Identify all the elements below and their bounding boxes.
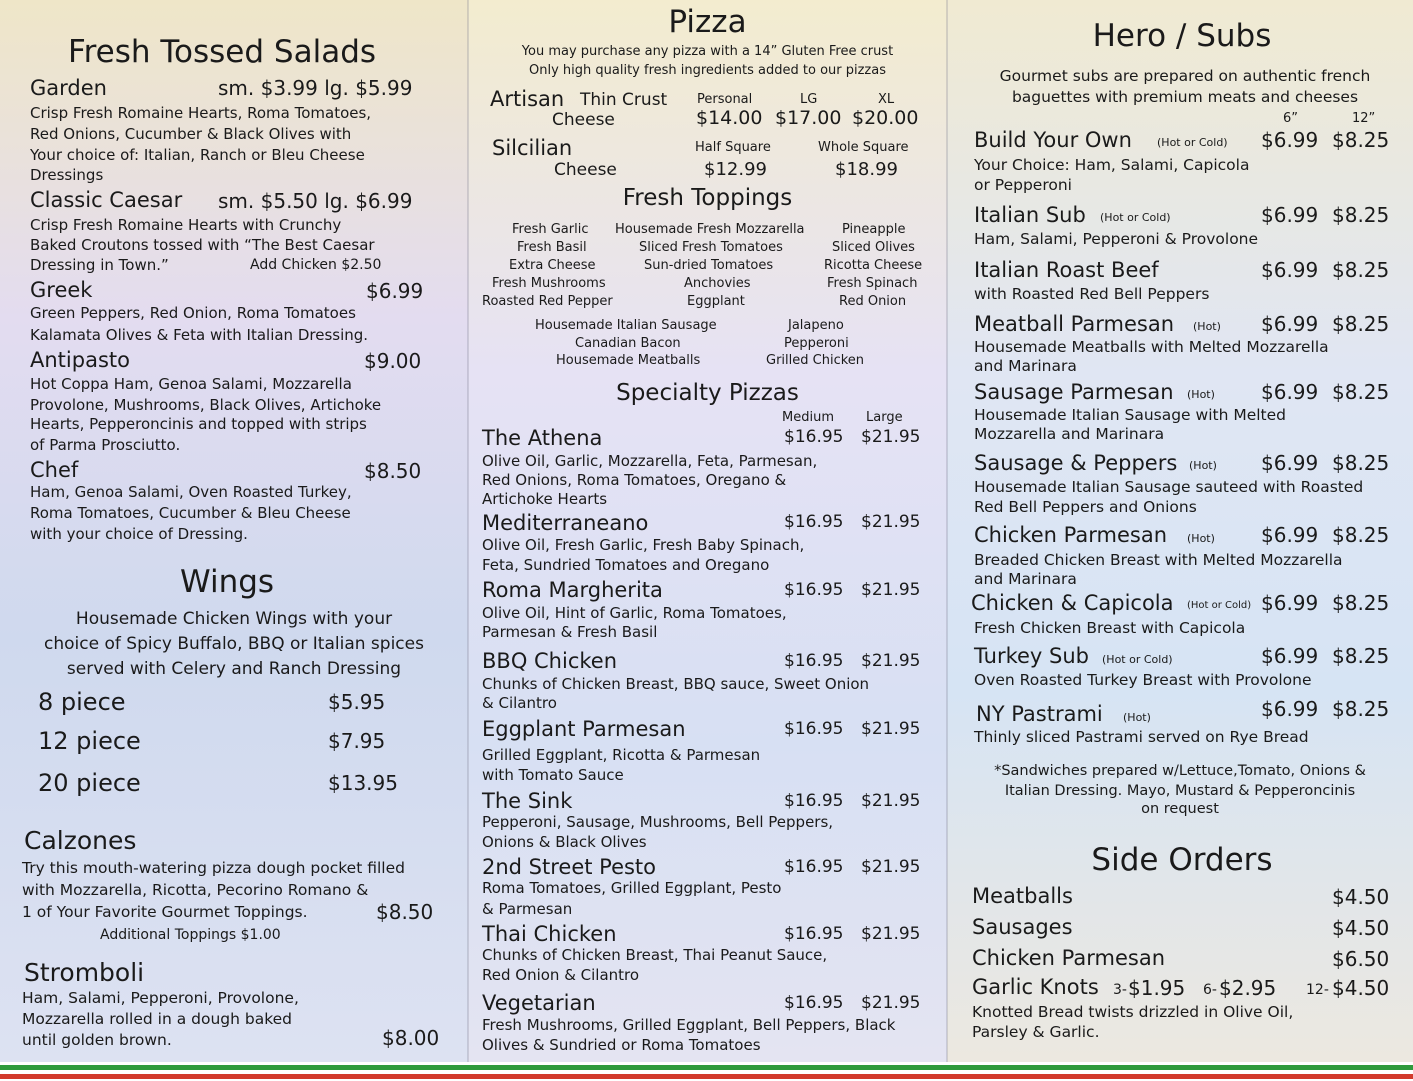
garden-name: Garden xyxy=(30,76,107,100)
side-name: Sausages xyxy=(972,915,1073,939)
artisan-price-personal: $14.00 xyxy=(696,107,763,129)
wing-price: $13.95 xyxy=(328,771,398,795)
garden-desc-3: Your choice of: Italian, Ranch or Bleu Cheese xyxy=(30,146,365,164)
sub-price-12: $8.25 xyxy=(1332,644,1390,668)
topping: Housemade Meatballs xyxy=(556,353,701,368)
sub-price-12: $8.25 xyxy=(1332,380,1390,404)
topping: Fresh Garlic xyxy=(512,222,589,237)
sub-price-6: $6.99 xyxy=(1261,644,1319,668)
wing-size: 12 piece xyxy=(38,727,141,755)
specialty-price-large: $21.95 xyxy=(861,580,921,600)
salads-wings-panel xyxy=(0,0,468,1062)
sub-desc: Thinly sliced Pastrami served on Rye Bread xyxy=(974,728,1309,746)
specialty-price-medium: $16.95 xyxy=(784,719,844,739)
sub-name: Sausage Parmesan xyxy=(974,380,1174,404)
fold-line-right xyxy=(946,0,948,1062)
antipasto-name: Antipasto xyxy=(30,348,130,372)
topping: Ricotta Cheese xyxy=(824,258,923,273)
size-6-inch: 6” xyxy=(1283,111,1299,126)
subs-desc-1: Gourmet subs are prepared on authentic french xyxy=(999,67,1371,85)
sub-desc: Housemade Italian Sausage sauteed with Roasted xyxy=(974,478,1364,496)
calzones-desc-2: with Mozzarella, Ricotta, Pecorino Romano & xyxy=(22,881,369,899)
size-lg: LG xyxy=(800,92,818,107)
sub-desc: Housemade Meatballs with Melted Mozzarella xyxy=(974,338,1329,356)
calzones-addon: Additional Toppings $1.00 xyxy=(100,927,281,943)
calzones-desc-3: 1 of Your Favorite Gourmet Toppings. xyxy=(22,903,308,921)
caesar-name: Classic Caesar xyxy=(30,188,183,212)
topping: Fresh Basil xyxy=(517,240,587,255)
chef-desc-3: with your choice of Dressing. xyxy=(30,525,248,543)
specialty-name: BBQ Chicken xyxy=(482,649,618,673)
specialty-desc: Red Onions, Roma Tomatoes, Oregano & xyxy=(482,471,787,489)
specialty-price-large: $21.95 xyxy=(861,427,921,447)
sicilian-price-whole: $18.99 xyxy=(835,159,898,180)
topping: Pineapple xyxy=(842,222,906,237)
specialty-price-medium: $16.95 xyxy=(784,512,844,532)
topping: Eggplant xyxy=(687,294,745,309)
topping: Housemade Fresh Mozzarella xyxy=(615,222,805,237)
topping: Sliced Fresh Tomatoes xyxy=(639,240,783,255)
specialty-desc: Olive Oil, Hint of Garlic, Roma Tomatoes, xyxy=(482,604,787,622)
sicilian-cheese: Cheese xyxy=(554,160,617,180)
italian-flag-stripes xyxy=(0,1062,1413,1081)
sub-tag: (Hot) xyxy=(1193,320,1221,333)
pizza-title: Pizza xyxy=(668,4,747,40)
antipasto-desc-2: Provolone, Mushrooms, Black Olives, Artichoke xyxy=(30,396,382,414)
sub-tag: (Hot) xyxy=(1187,532,1215,545)
pizza-note-1: You may purchase any pizza with a 14” Gluten Free crust xyxy=(521,44,894,59)
topping: Fresh Spinach xyxy=(827,276,918,291)
topping: Pepperoni xyxy=(784,336,849,351)
sub-desc: Housemade Italian Sausage with Melted xyxy=(974,406,1286,424)
artisan-cheese: Cheese xyxy=(552,110,615,130)
sub-tag: (Hot) xyxy=(1123,711,1151,724)
garden-desc-4: Dressings xyxy=(30,166,104,184)
specialty-name: Mediterraneano xyxy=(482,511,649,535)
specialty-price-large: $21.95 xyxy=(861,719,921,739)
specialty-desc: Fresh Mushrooms, Grilled Eggplant, Bell Peppers, Black xyxy=(482,1016,896,1034)
sub-name: Chicken Parmesan xyxy=(974,523,1168,547)
specialty-desc: Red Onion & Cilantro xyxy=(482,966,640,984)
sub-name: Turkey Sub xyxy=(974,644,1089,668)
antipasto-desc-1: Hot Coppa Ham, Genoa Salami, Mozzarella xyxy=(30,375,352,393)
wings-desc-3: served with Celery and Ranch Dressing xyxy=(66,659,402,679)
specialty-name: Vegetarian xyxy=(482,991,596,1015)
topping: Sun-dried Tomatoes xyxy=(644,258,774,273)
topping: Sliced Olives xyxy=(832,240,915,255)
sub-price-12: $8.25 xyxy=(1332,451,1390,475)
wing-size: 20 piece xyxy=(38,769,141,797)
calzones-desc-1: Try this mouth-watering pizza dough pocket filled xyxy=(22,859,405,877)
size-large: Large xyxy=(866,410,903,425)
specialty-price-large: $21.95 xyxy=(861,512,921,532)
greek-desc-1: Green Peppers, Red Onion, Roma Tomatoes xyxy=(30,304,356,322)
knots-desc-1: Knotted Bread twists drizzled in Olive Oil, xyxy=(972,1003,1294,1021)
pizza-note-2: Only high quality fresh ingredients added to our pizzas xyxy=(529,63,886,78)
specialty-desc: Onions & Black Olives xyxy=(482,833,647,851)
sub-name: NY Pastrami xyxy=(976,702,1103,726)
side-price: $4.50 xyxy=(1332,885,1390,909)
antipasto-desc-4: of Parma Prosciutto. xyxy=(30,436,181,454)
specialty-price-large: $21.95 xyxy=(861,993,921,1013)
side-price: $6.50 xyxy=(1332,947,1390,971)
sub-desc: and Marinara xyxy=(974,570,1077,588)
specialty-price-medium: $16.95 xyxy=(784,427,844,447)
subs-title: Hero / Subs xyxy=(1092,18,1272,54)
sub-tag: (Hot or Cold) xyxy=(1100,211,1171,224)
garlic-knots-name: Garlic Knots xyxy=(972,975,1099,999)
knots-price-6: $2.95 xyxy=(1219,976,1277,1000)
sub-price-6: $6.99 xyxy=(1261,451,1319,475)
specialty-name: 2nd Street Pesto xyxy=(482,855,657,879)
specialty-desc: with Tomato Sauce xyxy=(482,766,624,784)
specialty-price-medium: $16.95 xyxy=(784,791,844,811)
specialty-name: Eggplant Parmesan xyxy=(482,717,686,741)
sub-price-12: $8.25 xyxy=(1332,203,1390,227)
subs-note-3: on request xyxy=(1141,801,1219,817)
topping: Roasted Red Pepper xyxy=(482,294,613,309)
specialty-desc: Feta, Sundried Tomatoes and Oregano xyxy=(482,556,770,574)
specialty-name: The Athena xyxy=(482,426,603,450)
specialty-price-medium: $16.95 xyxy=(784,993,844,1013)
specialty-desc: Artichoke Hearts xyxy=(482,490,608,508)
sub-desc: Red Bell Peppers and Onions xyxy=(974,498,1197,516)
sub-name: Build Your Own xyxy=(974,128,1132,152)
specialty-desc: & Parmesan xyxy=(482,900,573,918)
knots-qty-12: 12- xyxy=(1306,982,1329,998)
topping: Red Onion xyxy=(839,294,907,309)
caesar-addon: Add Chicken $2.50 xyxy=(250,257,382,273)
subs-note-2: Italian Dressing. Mayo, Mustard & Pepperoncinis xyxy=(1004,783,1356,799)
specialty-desc: Olive Oil, Fresh Garlic, Fresh Baby Spinach, xyxy=(482,536,805,554)
sub-desc: Oven Roasted Turkey Breast with Provolone xyxy=(974,671,1312,689)
sub-price-6: $6.99 xyxy=(1261,203,1319,227)
sub-price-6: $6.99 xyxy=(1261,128,1319,152)
fold-line-left xyxy=(467,0,469,1062)
artisan-name: Artisan xyxy=(490,87,565,111)
garden-desc-2: Red Onions, Cucumber & Black Olives with xyxy=(30,125,352,143)
size-xl: XL xyxy=(878,92,895,107)
topping: Housemade Italian Sausage xyxy=(535,318,717,333)
sicilian-name: Silcilian xyxy=(492,136,573,160)
sub-price-12: $8.25 xyxy=(1332,128,1390,152)
stromboli-title: Stromboli xyxy=(24,958,145,987)
topping: Canadian Bacon xyxy=(575,336,681,351)
stromboli-desc-2: Mozzarella rolled in a dough baked xyxy=(22,1010,293,1028)
topping: Anchovies xyxy=(684,276,751,291)
topping: Extra Cheese xyxy=(509,258,596,273)
sub-desc: or Pepperoni xyxy=(974,176,1072,194)
specialty-name: The Sink xyxy=(482,789,573,813)
sub-name: Sausage & Peppers xyxy=(974,451,1178,475)
antipasto-desc-3: Hearts, Pepperoncinis and topped with strips xyxy=(30,415,367,433)
calzones-title: Calzones xyxy=(24,826,137,855)
size-medium: Medium xyxy=(782,410,834,425)
sub-desc: Your Choice: Ham, Salami, Capicola xyxy=(974,156,1250,174)
topping: Jalapeno xyxy=(788,318,844,333)
topping: Grilled Chicken xyxy=(766,353,865,368)
specialty-desc: Grilled Eggplant, Ricotta & Parmesan xyxy=(482,746,761,764)
sub-price-12: $8.25 xyxy=(1332,258,1390,282)
sub-tag: (Hot or Cold) xyxy=(1187,600,1252,611)
sub-price-6: $6.99 xyxy=(1261,523,1319,547)
garden-desc-1: Crisp Fresh Romaine Hearts, Roma Tomatoes, xyxy=(30,104,372,122)
specialty-price-medium: $16.95 xyxy=(784,580,844,600)
sub-desc: Fresh Chicken Breast with Capicola xyxy=(974,619,1246,637)
artisan-price-xl: $20.00 xyxy=(852,107,919,129)
sub-price-6: $6.99 xyxy=(1261,312,1319,336)
specialty-price-large: $21.95 xyxy=(861,924,921,944)
side-price: $4.50 xyxy=(1332,916,1390,940)
pizza-panel xyxy=(468,0,947,1062)
subs-sides-panel xyxy=(947,0,1413,1062)
wing-price: $7.95 xyxy=(328,729,386,753)
size-personal: Personal xyxy=(697,92,753,107)
greek-name: Greek xyxy=(30,278,93,302)
knots-price-12: $4.50 xyxy=(1332,976,1390,1000)
topping: Fresh Mushrooms xyxy=(492,276,606,291)
sub-name: Italian Sub xyxy=(974,203,1086,227)
specialty-desc: Roma Tomatoes, Grilled Eggplant, Pesto xyxy=(482,879,782,897)
sub-tag: (Hot) xyxy=(1189,459,1217,472)
specialty-price-large: $21.95 xyxy=(861,651,921,671)
wings-desc-1: Housemade Chicken Wings with your xyxy=(75,609,393,629)
specialty-desc: Pepperoni, Sausage, Mushrooms, Bell Peppers, xyxy=(482,813,834,831)
stromboli-desc-1: Ham, Salami, Pepperoni, Provolone, xyxy=(22,989,299,1007)
specialty-title: Specialty Pizzas xyxy=(616,380,799,406)
specialty-desc: Chunks of Chicken Breast, Thai Peanut Sauce, xyxy=(482,946,828,964)
sub-desc: with Roasted Red Bell Peppers xyxy=(974,285,1210,303)
specialty-desc: Olives & Sundried or Roma Tomatoes xyxy=(482,1036,761,1054)
sub-price-12: $8.25 xyxy=(1332,697,1390,721)
stromboli-price: $8.00 xyxy=(382,1026,440,1050)
knots-qty-6: 6- xyxy=(1203,982,1217,998)
sub-price-12: $8.25 xyxy=(1332,591,1390,615)
size-12-inch: 12” xyxy=(1352,111,1376,126)
greek-desc-2: Kalamata Olives & Feta with Italian Dressing. xyxy=(30,326,369,344)
sub-price-6: $6.99 xyxy=(1261,380,1319,404)
specialty-desc: Olive Oil, Garlic, Mozzarella, Feta, Parmesan, xyxy=(482,452,818,470)
wing-size: 8 piece xyxy=(38,688,126,716)
knots-desc-2: Parsley & Garlic. xyxy=(972,1023,1100,1041)
sub-tag: (Hot or Cold) xyxy=(1102,653,1173,666)
caesar-desc-2: Baked Croutons tossed with “The Best Caesar xyxy=(30,236,375,254)
sides-title: Side Orders xyxy=(1091,842,1273,878)
wings-title: Wings xyxy=(180,564,275,600)
wings-desc-2: choice of Spicy Buffalo, BBQ or Italian spices xyxy=(44,634,424,654)
salads-title: Fresh Tossed Salads xyxy=(68,34,377,70)
side-name: Chicken Parmesan xyxy=(972,946,1166,970)
garden-price: sm. $3.99 lg. $5.99 xyxy=(218,76,413,100)
caesar-desc-3: Dressing in Town.” xyxy=(30,256,169,274)
specialty-price-medium: $16.95 xyxy=(784,924,844,944)
caesar-price: sm. $5.50 lg. $6.99 xyxy=(218,189,413,213)
subs-desc-2: baguettes with premium meats and cheeses xyxy=(1011,88,1359,106)
sub-price-6: $6.99 xyxy=(1261,697,1319,721)
chef-desc-1: Ham, Genoa Salami, Oven Roasted Turkey, xyxy=(30,483,352,501)
specialty-price-large: $21.95 xyxy=(861,791,921,811)
caesar-desc-1: Crisp Fresh Romaine Hearts with Crunchy xyxy=(30,216,342,234)
artisan-thin-crust: Thin Crust xyxy=(580,90,668,110)
sub-desc: Breaded Chicken Breast with Melted Mozzarella xyxy=(974,551,1343,569)
sub-price-12: $8.25 xyxy=(1332,523,1390,547)
sub-price-6: $6.99 xyxy=(1261,591,1319,615)
specialty-desc: & Cilantro xyxy=(482,694,557,712)
specialty-price-large: $21.95 xyxy=(861,857,921,877)
subs-note-1: *Sandwiches prepared w/Lettuce,Tomato, Onions & xyxy=(994,763,1366,779)
specialty-name: Roma Margherita xyxy=(482,578,663,602)
specialty-price-medium: $16.95 xyxy=(784,857,844,877)
chef-price: $8.50 xyxy=(364,459,422,483)
toppings-title: Fresh Toppings xyxy=(622,185,793,211)
sub-price-12: $8.25 xyxy=(1332,312,1390,336)
sub-name: Italian Roast Beef xyxy=(974,258,1159,282)
sub-desc: and Marinara xyxy=(974,357,1077,375)
sub-name: Chicken & Capicola xyxy=(971,591,1174,615)
sub-desc: Mozzarella and Marinara xyxy=(974,425,1165,443)
specialty-name: Thai Chicken xyxy=(482,922,617,946)
sub-tag: (Hot) xyxy=(1187,388,1215,401)
chef-desc-2: Roma Tomatoes, Cucumber & Bleu Cheese xyxy=(30,504,351,522)
side-name: Meatballs xyxy=(972,884,1073,908)
antipasto-price: $9.00 xyxy=(364,349,422,373)
specialty-price-medium: $16.95 xyxy=(784,651,844,671)
chef-name: Chef xyxy=(30,458,79,482)
wing-price: $5.95 xyxy=(328,690,386,714)
sub-price-6: $6.99 xyxy=(1261,258,1319,282)
specialty-desc: Chunks of Chicken Breast, BBQ sauce, Sweet Onion xyxy=(482,675,870,693)
size-half-square: Half Square xyxy=(695,140,771,155)
size-whole-square: Whole Square xyxy=(818,140,909,155)
greek-price: $6.99 xyxy=(366,279,424,303)
specialty-desc: Parmesan & Fresh Basil xyxy=(482,623,658,641)
sub-tag: (Hot or Cold) xyxy=(1157,136,1228,149)
knots-price-3: $1.95 xyxy=(1128,976,1186,1000)
artisan-price-lg: $17.00 xyxy=(775,107,842,129)
knots-qty-3: 3- xyxy=(1113,982,1127,998)
sub-desc: Ham, Salami, Pepperoni & Provolone xyxy=(974,230,1259,248)
sicilian-price-half: $12.99 xyxy=(704,159,767,180)
calzones-price: $8.50 xyxy=(376,900,434,924)
sub-name: Meatball Parmesan xyxy=(974,312,1175,336)
stromboli-desc-3: until golden brown. xyxy=(22,1031,172,1049)
